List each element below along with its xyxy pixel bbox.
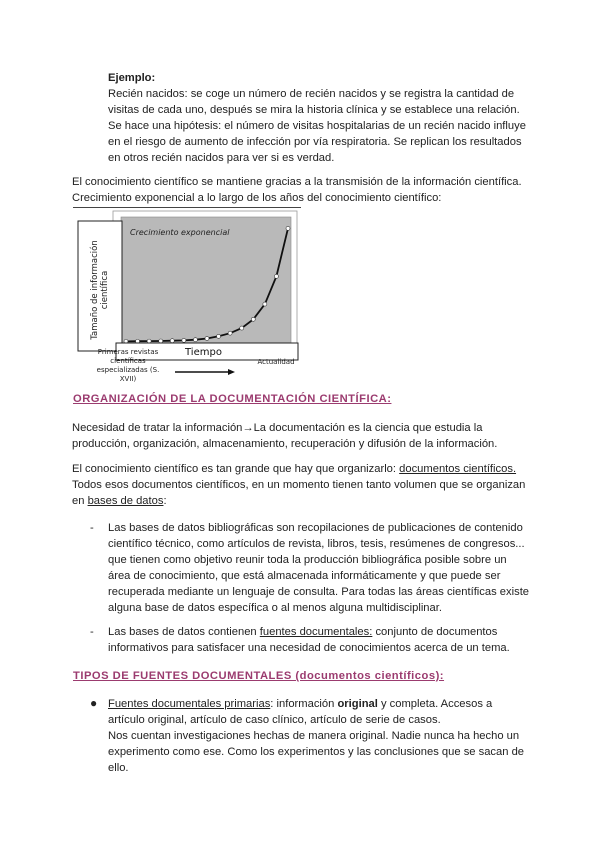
chart-x-start-label: Primeras revistas científicas especializadas (S. XVII) [96, 348, 160, 383]
list-item-line: ello. [108, 762, 129, 775]
text-span: El conocimiento científico es tan grande que hay que organizarlo: [72, 463, 400, 475]
list-item-line: Las bases de datos bibliográficas son recopilaciones de publicaciones de contenido [108, 522, 523, 534]
text-span: : [163, 495, 167, 508]
example-line: Se hace una hipótesis: el número de visitas hospitalarias de un recién nacido influye [108, 120, 526, 133]
data-point [170, 339, 174, 343]
text-span: Las bases de datos contienen [108, 626, 260, 638]
text-span: en [72, 495, 88, 508]
data-point [286, 226, 290, 230]
list-item [90, 696, 550, 776]
list-item-line: recuperada mediante un lenguaje de consulta. Para todas las áreas científicas existe [108, 586, 530, 599]
example-block [108, 70, 548, 167]
paragraph-line: producción, organización, almacenamiento, recuperación y difusión de la información. [72, 438, 498, 451]
section1-paragraph-2 [72, 461, 552, 509]
intro-line-1: El conocimiento científico se mantiene gracias a la transmisión de la información científica. [72, 176, 522, 188]
link-fuentes-documentales[interactable]: fuentes documentales: [259, 626, 373, 638]
link-bases-de-datos[interactable]: bases de datos [87, 495, 164, 508]
chart-y-axis-label: Tamaño de información científica [90, 240, 110, 340]
list-item [90, 624, 550, 656]
list-item-line: experimento como ese. Como los experimentos y las conclusiones que se sacan de [108, 746, 525, 759]
list-item-line: Nos cuentan investigaciones hechas de manera original. Nadie nunca ha hecho un [108, 730, 520, 743]
example-line: en el riesgo de aumento de infección por vía respiratoria. Se replican los resultados [108, 136, 522, 149]
bullet-dot-icon: ● [90, 696, 98, 710]
list-item-line: que tienen como objetivo reunir toda la producción bibliográfica posible sobre un [108, 554, 507, 567]
data-point [228, 331, 232, 335]
list-item-line [108, 624, 550, 640]
text-span: conjunto de documentos [372, 626, 498, 638]
data-point [193, 338, 197, 342]
section-heading-tipos-fuentes: TIPOS DE FUENTES DOCUMENTALES (documentos científicos): [73, 670, 445, 682]
data-point [274, 274, 278, 278]
link-documentos-cientificos[interactable]: documentos científicos. [399, 463, 517, 475]
dash-bullet-icon: - [90, 626, 94, 638]
section1-paragraph-1 [72, 420, 552, 452]
list-item-line: artículo original, artículo de caso clínico, artículo de serie de casos. [108, 714, 441, 727]
text-span: : información [270, 698, 338, 710]
data-point [205, 336, 209, 340]
list-item [90, 520, 550, 617]
list-item-line: informativos para satisfacer una necesidad de conocimientos acerca de un tema. [108, 642, 510, 655]
bold-text: original [337, 698, 378, 710]
list-item-line [108, 696, 550, 712]
intro-paragraph [72, 174, 552, 206]
example-line: Recién nacidos: se coge un número de recién nacidos y se registra la cantidad de [108, 88, 515, 101]
text-span: y completa. Accesos a [377, 698, 493, 710]
dash-bullet-icon: - [90, 522, 94, 534]
data-point [263, 302, 267, 306]
paragraph-line [72, 461, 552, 477]
intro-line-2: Crecimiento exponencial a lo largo de los años del conocimiento científico: [72, 192, 442, 205]
list-item-line: alguna base de datos específica o al menos alguna multidisciplinar. [108, 602, 442, 615]
paragraph-line [72, 493, 552, 509]
data-point [251, 317, 255, 321]
section-heading-organizacion: ORGANIZACIÓN DE LA DOCUMENTACIÓN CIENTÍFICA: [73, 393, 392, 405]
exponential-growth-figure [68, 208, 308, 384]
example-line: en otros recién nacidos para ver si es verdad. [108, 152, 335, 165]
time-arrow-head-icon [228, 369, 235, 375]
link-fuentes-primarias[interactable]: Fuentes documentales primarias [108, 698, 271, 710]
example-title: Ejemplo: [108, 72, 156, 84]
chart-x-end-label: Actualidad [257, 358, 295, 366]
list-item-line: científico técnico, como artículos de revista, libros, tesis, resúmenes de congresos... [108, 538, 525, 551]
paragraph-line: Todos esos documentos científicos, en un momento tienen tanto volumen que se organizan [72, 479, 526, 492]
example-line: visitas de cada uno, después se mira la historia clínica y se establece una relación. [108, 104, 520, 117]
data-point [159, 339, 163, 343]
data-point [182, 338, 186, 342]
data-point [240, 326, 244, 330]
paragraph-line: Necesidad de tratar la información→La documentación es la ciencia que estudia la [72, 422, 483, 434]
list-item-line: área de conocimiento, que está almacenada informáticamente y que puede ser [108, 570, 501, 583]
chart-title: Crecimiento exponencial [130, 228, 230, 237]
chart-x-axis-label: Tiempo [185, 347, 222, 358]
data-point [217, 334, 221, 338]
